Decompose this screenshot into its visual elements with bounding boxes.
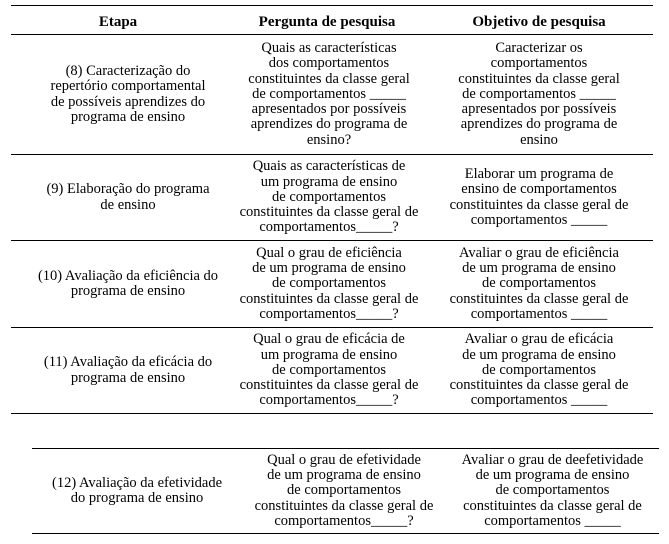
row-12-bottom-rule (32, 533, 659, 534)
cell-pergunta: Qual o grau de eficiência de um programa de ensino de comportamentos constituintes da classe geral de comportamentos_____? (239, 244, 419, 322)
cell-etapa: (8) Caracterização do repertório comportamental de possíveis aprendizes do programa de ensino (50, 63, 206, 125)
header-pergunta: Pergunta de pesquisa (258, 14, 396, 30)
row-11-bottom-rule (11, 413, 653, 414)
cell-pergunta: Qual o grau de eficácia de um programa de ensino de comportamentos constituintes da classe geral de comportamentos_____? (239, 331, 419, 409)
row-11-pergunta (224, 328, 434, 413)
cell-etapa: (9) Elaboração do programa de ensino (46, 181, 210, 213)
cell-objetivo: Caracterizar os comportamentos constituintes da classe geral de comportamentos _____ apresentados por possíveis aprendizes do programa de ensino (458, 40, 620, 148)
row-10-etapa (11, 241, 245, 327)
header-etapa: Etapa (98, 14, 138, 30)
row-12-etapa (32, 449, 242, 533)
row-10-objetivo (432, 241, 646, 327)
row-12-pergunta (238, 449, 450, 533)
header-objetivo: Objetivo de pesquisa (472, 14, 606, 30)
cell-objetivo: Avaliar o grau de eficácia de um programa de ensino de comportamentos constituintes da classe geral de comportamentos _____ (449, 331, 629, 409)
row-9-pergunta (224, 155, 434, 240)
cell-etapa: (11) Avaliação da eficácia do programa de ensino (43, 354, 213, 386)
row-11-objetivo (432, 328, 646, 413)
row-9-objetivo (432, 155, 646, 240)
cell-etapa: (12) Avaliação da efetividade do programa de ensino (51, 474, 223, 506)
cell-pergunta: Quais as características dos comportamentos constituintes da classe geral de comportamentos _____ apresentados por possíveis aprendizes do programa de ensino? (248, 40, 410, 148)
cell-objetivo: Elaborar um programa de ensino de comportamentos constituintes da classe geral de comportamentos _____ (449, 166, 629, 228)
row-8-objetivo (432, 35, 646, 154)
row-11-etapa (11, 328, 245, 413)
cell-pergunta: Qual o grau de efetividade de um programa de ensino de comportamentos constituintes da classe geral de comportamentos_____? (254, 451, 434, 529)
row-8-pergunta (224, 35, 434, 154)
cell-objetivo: Avaliar o grau de eficiência de um programa de ensino de comportamentos constituintes da classe geral de comportamentos _____ (449, 244, 629, 322)
row-9-etapa (11, 155, 245, 240)
row-8-etapa (11, 35, 245, 154)
row-12-objetivo (446, 449, 659, 533)
cell-pergunta: Quais as características de um programa de ensino de comportamentos constituintes da classe geral de comportamentos_____? (239, 158, 419, 236)
row-10-pergunta (224, 241, 434, 327)
cell-objetivo: Avaliar o grau de deefetividade de um programa de ensino de comportamentos constituintes da classe geral de comportamentos _____ (461, 451, 644, 529)
table-top-rule (11, 5, 653, 6)
cell-etapa: (10) Avaliação da eficiência do programa de ensino (37, 267, 219, 299)
